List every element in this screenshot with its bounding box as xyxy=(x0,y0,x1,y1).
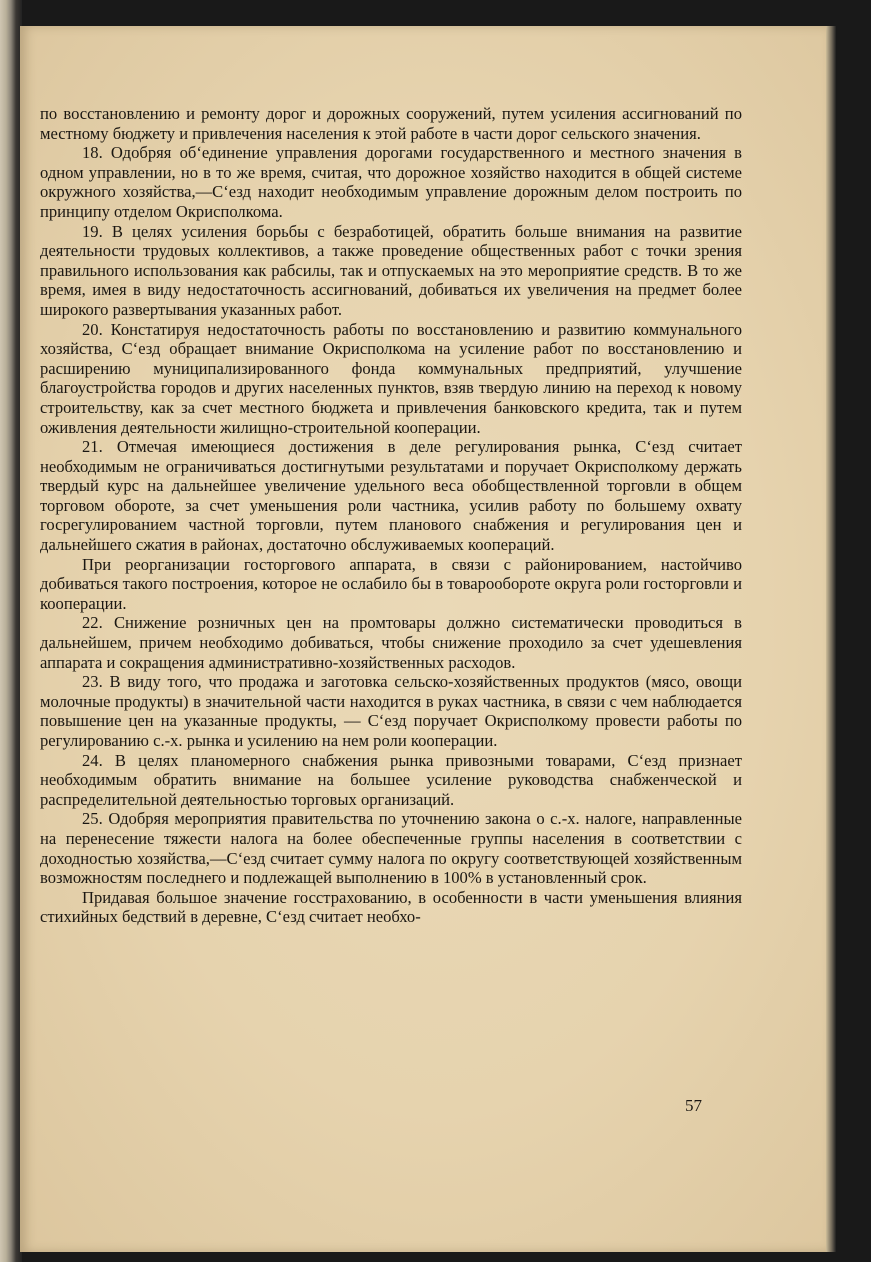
paragraph-continuation: по восстановлению и ремонту дорог и дорожных сооружений, путем усиления ассигнований по местному бюджету и привлечения населения к этой работе в части дорог сельского значения. xyxy=(40,104,742,143)
paragraph-item-22: 22. Снижение розничных цен на промтовары должно систематически проводиться в дальнейшем, причем необходимо добиваться, чтобы снижение проходило за счет удешевления аппарата и сокращения административно-хозяйственных расходов. xyxy=(40,613,742,672)
paragraph-item-25: 25. Одобряя мероприятия правительства по уточнению закона о с.-х. налоге, направленные на перенесение тяжести налога на более обеспеченные группы населения в соответствии с доходностью хозяйства,—С‘езд считает сумму налога по округу соответствующей хозяйственным возможностям последнего и подлежащей выполнению в 100% в установленный срок. xyxy=(40,809,742,888)
page-number: 57 xyxy=(685,1096,702,1115)
paragraph-item-24: 24. В целях планомерного снабжения рынка привозными товарами, С‘езд признает необходимым обратить внимание на большее усиление руководства снабженческой и распределительной деятельностью торговых организаций. xyxy=(40,750,742,809)
page-body-text xyxy=(40,104,742,927)
paragraph-item-19: 19. В целях усиления борьбы с безработицей, обратить больше внимания на развитие деятельности трудовых коллективов, а также проведение общественных работ с точки зрения правильного использования как рабсилы, так и отпускаемых на это мероприятие средств. В то же время, имея в виду недостаточность ассигнований, добиваться их увеличения на предмет более широкого развертывания указанных работ. xyxy=(40,221,742,319)
paragraph-reorganization: При реорганизации госторгового аппарата, в связи с районированием, настойчиво добиваться такого построения, которое не ослабило бы в товарообороте округа роли госторговли и кооперации. xyxy=(40,554,742,613)
paragraph-insurance: Придавая большое значение госстрахованию, в особенности в части уменьшения влияния стихийных бедствий в деревне, С‘езд считает необхо- xyxy=(40,887,742,927)
paragraph-item-20: 20. Констатируя недостаточность работы по восстановлению и развитию коммунального хозяйства, С‘езд обращает внимание Окрисполкома на усиление работ по восстановлению и расширению муниципализированного фонда коммунальных предприятий, улучшение благоустройства городов и других населенных пунктов, взяв твердую линию на переход к новому строительству, как за счет местного бюджета и привлечения банковского кредита, так и путем оживления деятельности жилищно-строительной кооперации. xyxy=(40,319,742,437)
paragraph-item-23: 23. В виду того, что продажа и заготовка сельско-хозяйственных продуктов (мясо, овощи молочные продукты) в значительной части находится в руках частника, в связи с чем наблюдается повышение цен на указанные продукты, — С‘езд поручает Окрисполкому провести работы по регулированию с.-х. рынка и усилению на нем роли кооперации. xyxy=(40,672,742,750)
page-edge-shadow xyxy=(826,26,836,1252)
paragraph-item-18: 18. Одобряя об‘единение управления дорогами государственного и местного значения в одном управлении, но в то же время, считая, что дорожное хозяйство находится в общей системе окружного хозяйства,—С‘езд находит необходимым управление дорожным делом построить по принципу отделом Окрисполкома. xyxy=(40,143,742,221)
paragraph-item-21: 21. Отмечая имеющиеся достижения в деле регулирования рынка, С‘езд считает необходимым не ограничиваться достигнутыми результатами и поручает Окрисполкому держать твердый курс на дальнейшее увеличение удельного веса обобществленной торговли в общем торговом обороте, за счет уменьшения роли частника, усилив работу по большему охвату госрегулированием частной торговли, путем планового снабжения и регулирования цен и дальнейшего сжатия в районах, достаточно обслуживаемых коопераций. xyxy=(40,437,742,555)
book-spine xyxy=(0,0,22,1262)
